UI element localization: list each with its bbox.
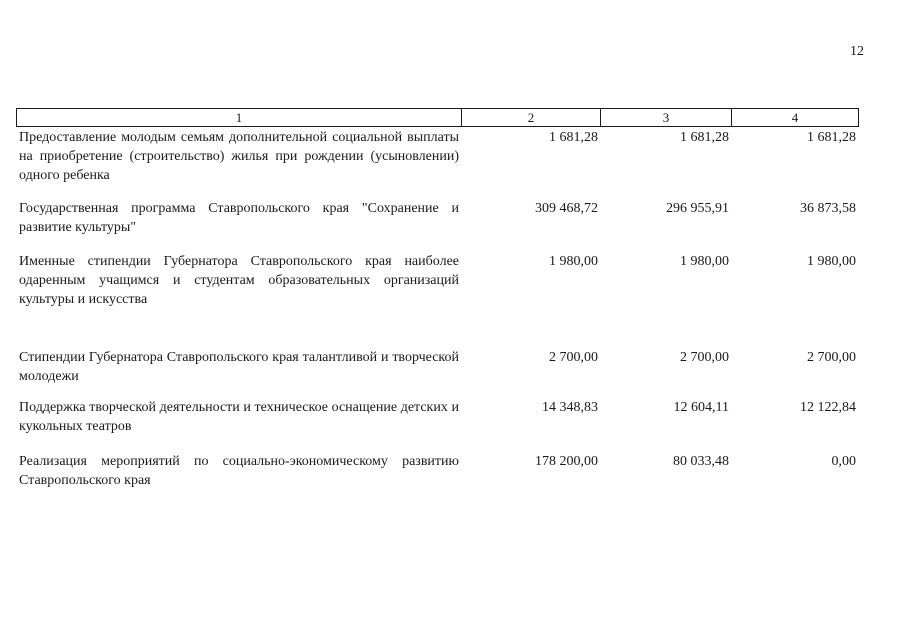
row-value-col2: 1 681,28 xyxy=(549,130,598,145)
row-value-col2: 14 348,83 xyxy=(542,400,598,415)
row-value-col4: 0,00 xyxy=(831,454,856,469)
page-number: 12 xyxy=(850,44,864,59)
row-description: Государственная программа Ставропольского края "Сохранение и развитие культуры" xyxy=(19,201,459,235)
row-value-col3: 2 700,00 xyxy=(680,350,729,365)
header-col-4: 4 xyxy=(791,110,799,125)
row-value-col2: 2 700,00 xyxy=(549,350,598,365)
row-value-col4: 36 873,58 xyxy=(800,201,856,216)
row-description: Поддержка творческой деятельности и техническое оснащение детских и кукольных театров xyxy=(19,400,459,434)
row-description: Именные стипендии Губернатора Ставропольского края наиболее одаренным учащимся и студентам образовательных организаций культуры и искусства xyxy=(19,254,459,307)
header-col-3: 3 xyxy=(601,109,732,126)
row-description: Предоставление молодым семьям дополнительной социальной выплаты на приобретение (строительство) жилья при рождении (усыновлении) одного ребенка xyxy=(19,130,459,183)
table-row xyxy=(19,252,859,309)
row-value-col3: 1 980,00 xyxy=(680,254,729,269)
header-col-1: 1 xyxy=(17,109,462,126)
row-description: Реализация мероприятий по социально-экономическому развитию Ставропольского края xyxy=(19,454,459,488)
row-value-col4: 2 700,00 xyxy=(807,350,856,365)
table-row xyxy=(19,452,859,490)
table-row xyxy=(19,128,859,185)
row-value-col4: 12 122,84 xyxy=(800,400,856,415)
table-row xyxy=(19,398,859,436)
table-row xyxy=(19,348,859,386)
row-value-col3: 80 033,48 xyxy=(673,454,729,469)
row-value-col2: 1 980,00 xyxy=(549,254,598,269)
table-header xyxy=(16,108,859,127)
row-value-col4: 1 681,28 xyxy=(807,130,856,145)
row-value-col2: 309 468,72 xyxy=(535,201,598,216)
header-col-2: 2 xyxy=(462,109,601,126)
row-description: Стипендии Губернатора Ставропольского края талантливой и творческой молодежи xyxy=(19,350,459,384)
table-row xyxy=(19,199,859,237)
row-value-col4: 1 980,00 xyxy=(807,254,856,269)
row-value-col3: 1 681,28 xyxy=(680,130,729,145)
row-value-col3: 12 604,11 xyxy=(673,400,729,415)
row-value-col2: 178 200,00 xyxy=(535,454,598,469)
row-value-col3: 296 955,91 xyxy=(666,201,729,216)
